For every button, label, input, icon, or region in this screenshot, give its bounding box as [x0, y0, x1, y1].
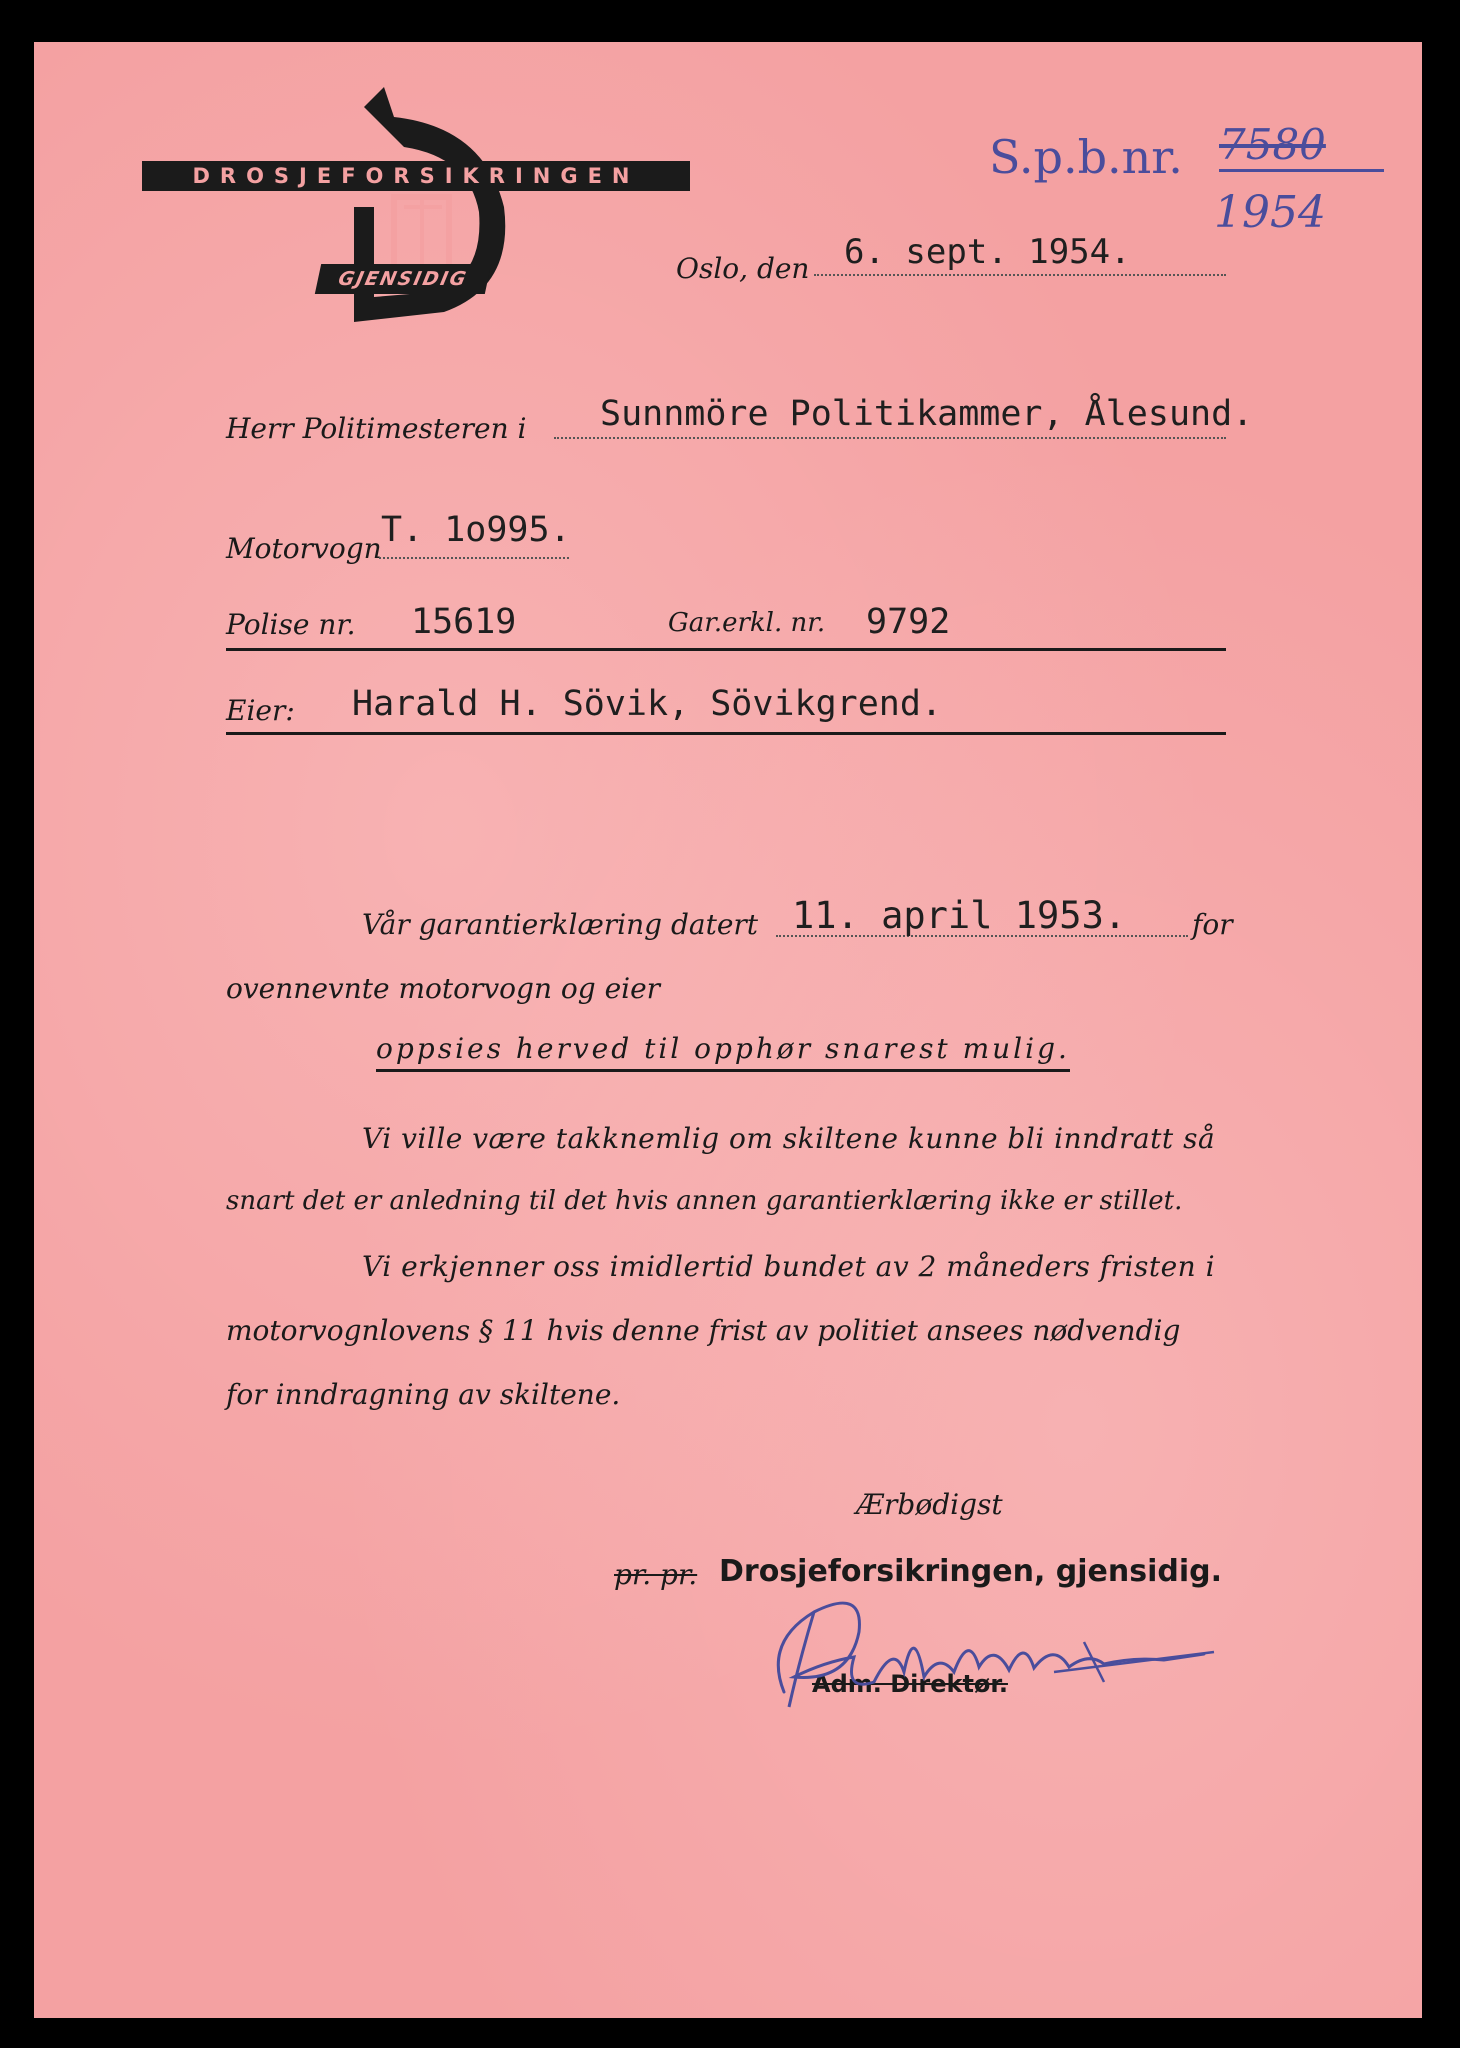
vehicle-rule — [379, 557, 569, 559]
logo-company-bar: DROSJEFORSIKRINGEN — [142, 161, 690, 191]
dateline-rule — [814, 274, 1226, 276]
closing-prefix: pr. pr. — [614, 1558, 698, 1591]
policy-label: Polise nr. — [226, 608, 356, 641]
spb-label: S.p.b.nr. — [989, 130, 1183, 184]
logo-tag: GJENSIDIG — [315, 264, 491, 294]
letter-page — [34, 42, 1422, 2018]
vehicle-label: Motorvogn — [226, 532, 382, 565]
body-p1-date: 11. april 1953. — [792, 894, 1127, 937]
policy-value: 15619 — [411, 602, 517, 642]
closing-title: Adm. Direktør. — [812, 1670, 1008, 1698]
addressee-value: Sunnmöre Politikammer, Ålesund. — [600, 394, 1254, 434]
spb-number: 7580 — [1219, 120, 1384, 172]
owner-value: Harald H. Sövik, Sövikgrend. — [352, 684, 943, 724]
owner-label: Eier: — [226, 694, 295, 727]
guarantee-value: 9792 — [866, 602, 951, 642]
body-p2-line2: snart det er anledning til det hvis annen garantierklæring ikke er stillet. — [226, 1186, 1183, 1216]
dateline-label: Oslo, den — [676, 252, 810, 285]
closing-company: Drosjeforsikringen, gjensidig. — [719, 1554, 1223, 1589]
notice-text: oppsies herved til opphør snarest mulig. — [376, 1032, 1070, 1072]
logo-d-emblem — [334, 87, 534, 347]
body-p2-line1: Vi ville være takknemlig om skiltene kunne bli inndratt så — [362, 1122, 1216, 1155]
dateline-value: 6. sept. 1954. — [844, 232, 1131, 272]
policy-rule — [226, 648, 1226, 651]
body-p3-line2: motorvognlovens § 11 hvis denne frist av politiet ansees nødvendig — [226, 1314, 1181, 1347]
body-p1-line2: ovennevnte motorvogn og eier — [226, 972, 661, 1005]
body-p1-end: for — [1192, 908, 1233, 941]
spb-year: 1954 — [1214, 187, 1326, 238]
guarantee-label: Gar.erkl. nr. — [668, 608, 826, 638]
vehicle-value: T. 1o995. — [381, 510, 571, 550]
owner-rule — [226, 732, 1226, 735]
signature — [754, 1582, 1224, 1722]
body-p3-line3: for inndragning av skiltene. — [226, 1378, 621, 1411]
body-p3-line1: Vi erkjenner oss imidlertid bundet av 2 måneders fristen i — [362, 1250, 1216, 1283]
addressee-rule — [554, 437, 1226, 439]
addressee-label: Herr Politimesteren i — [226, 412, 527, 445]
closing-salutation: Ærbødigst — [856, 1488, 1003, 1521]
body-p1-start: Vår garantierklæring datert — [362, 908, 759, 941]
